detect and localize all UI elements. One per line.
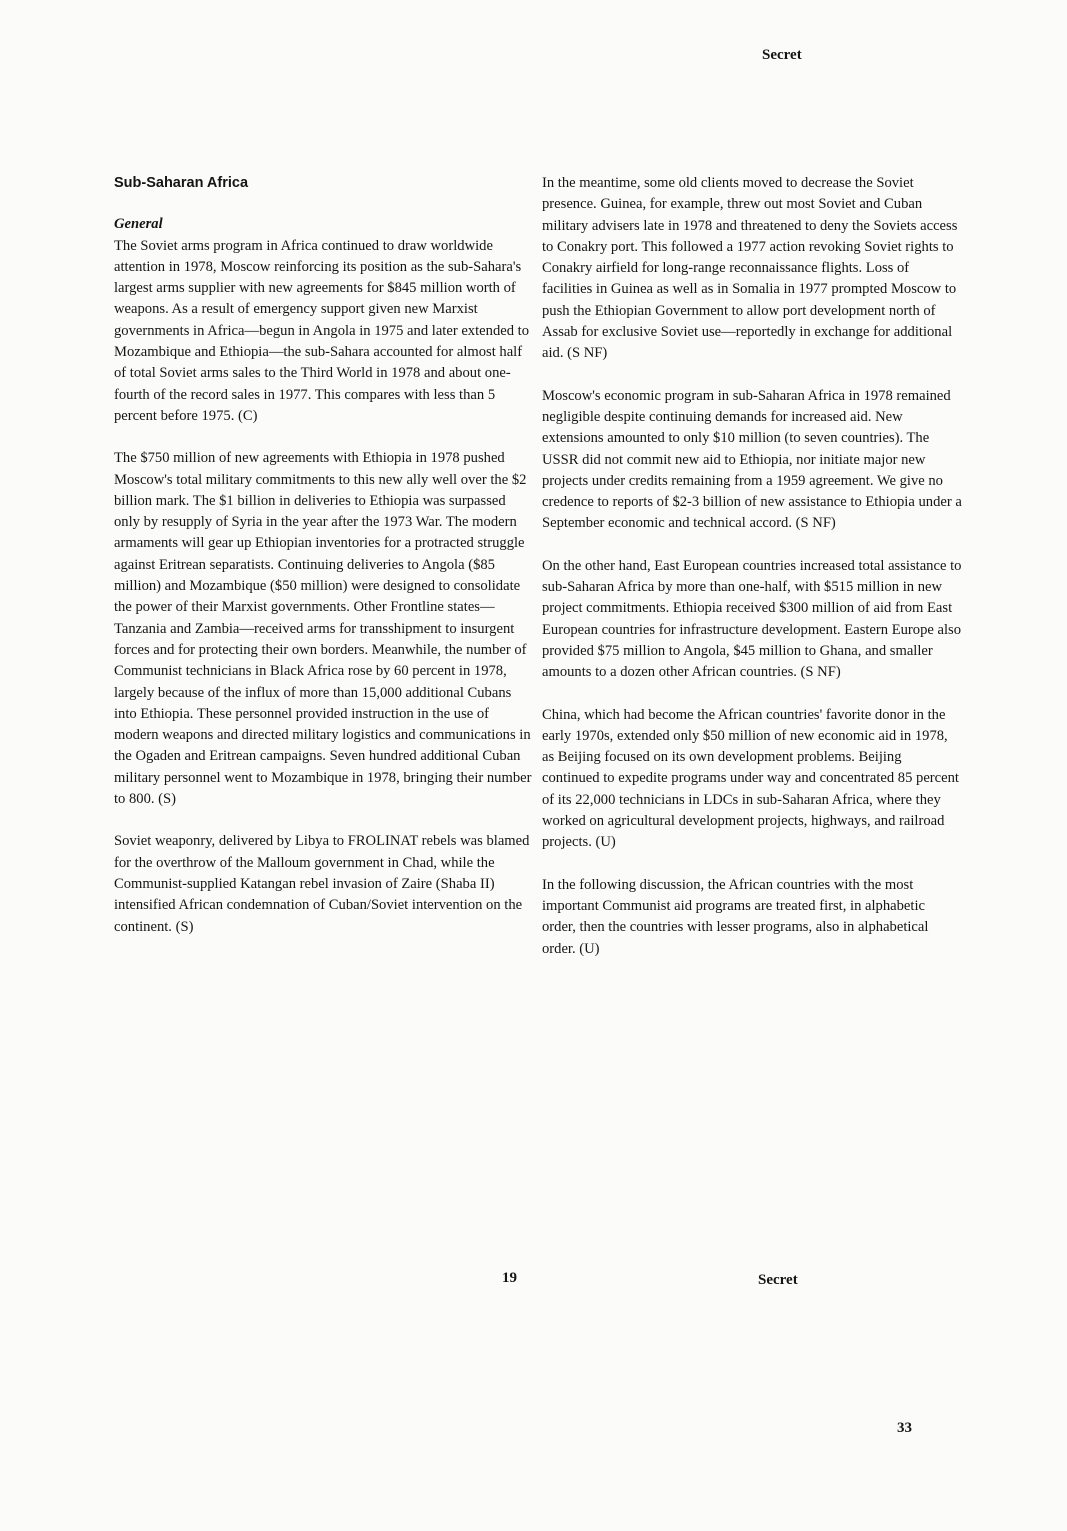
paragraph: On the other hand, East European countries increased total assistance to sub-Saharan Africa by more than one-half, with $515 million in new project commitments. Ethiopia received $300 million of aid from East European countries for infrastructure development. Eastern Europe also provided $75 million to Angola, $45 million to Ghana, and smaller amounts to a dozen other African countries. (S NF) — [542, 557, 962, 681]
footer-classification: Secret — [758, 1272, 798, 1288]
paragraph: Soviet weaponry, delivered by Libya to FROLINAT rebels was blamed for the overthrow of the Malloum government in Chad, while the Communist-supplied Katangan rebel invasion of Zaire (Shaba II) intensified African condemnation of Cuban/Soviet intervention on the continent. (S) — [114, 833, 530, 935]
left-column — [114, 173, 534, 959]
paragraph: In the meantime, some old clients moved to decrease the Soviet presence. Guinea, for example, threw out most Soviet and Cuban military advisers late in 1978 and threatened to deny the Soviets access to Conakry port. This followed a 1977 action revoking Soviet rights to Conakry airfield for long-range reconnaissance flights. Loss of facilities in Guinea as well as in Somalia in 1977 prompted Moscow to push the Ethiopian Government to allow port development north of Assab for exclusive Soviet use—reportedly in exchange for additional aid. (S NF) — [542, 175, 958, 362]
page-number: 19 — [502, 1270, 517, 1286]
document-page-number: 33 — [897, 1420, 912, 1436]
paragraph: In the following discussion, the African countries with the most important Communist aid programs are treated first, in alphabetic order, then the countries with lesser programs, also in alphabetical order. (U) — [542, 876, 929, 957]
right-column — [542, 173, 962, 981]
paragraph: The Soviet arms program in Africa continued to draw worldwide attention in 1978, Moscow reinforcing its position as the sub-Sahara's largest arms supplier with new agreements for $845 million worth of weapons. As a result of emergency support given new Marxist governments in Africa—begun in Angola in 1975 and later extended to Mozambique and Ethiopia—the sub-Sahara accounted for almost half of total Soviet arms sales to the Third World in 1978 and about one-fourth of the record sales in 1977. This compares with less than 5 percent before 1975. (C) — [114, 237, 530, 424]
section-title: Sub-Saharan Africa — [114, 175, 249, 191]
paragraph: Moscow's economic program in sub-Saharan Africa in 1978 remained negligible despite continuing demands for increased aid. New extensions amounted to only $10 million (to seven countries). The USSR did not commit new aid to Ethiopia, nor initiate major new projects under credits remaining from a 1959 agreement. We give no credence to reports of $2-3 billion of new assistance to Ethiopia under a September economic and technical accord. (S NF) — [542, 387, 962, 532]
header-classification: Secret — [762, 47, 802, 63]
subsection-title: General — [114, 216, 163, 233]
paragraph: The $750 million of new agreements with Ethiopia in 1978 pushed Moscow's total military commitments to this new ally well over the $2 billion mark. The $1 billion in deliveries to Ethiopia was surpassed only by resupply of Syria in the year after the 1973 War. The modern armaments will gear up Ethiopian inventories for a protracted struggle against Eritrean separatists. Continuing deliveries to Angola ($85 million) and Mozambique ($50 million) were designed to consolidate the power of their Marxist governments. Other Frontline states—Tanzania and Zambia—received arms for transshipment to insurgent forces and for protecting their own borders. Meanwhile, the number of Communist technicians in Black Africa rose by 60 percent in 1978, largely because of the influx of more than 15,000 additional Cubans into Ethiopia. These personnel provided instruction in the use of modern weapons and directed military logistics and communications in the Ogaden and Eritrean campaigns. Seven hundred additional Cuban military personnel went to Mozambique in 1978, bringing their number to 800. (S) — [114, 450, 532, 808]
paragraph: China, which had become the African countries' favorite donor in the early 1970s, extended only $50 million of new economic aid in 1978, as Beijing focused on its own development problems. Beijing continued to expedite programs under way and concentrated 85 percent of its 22,000 technicians in LDCs in sub-Saharan Africa, where they worked on agricultural development projects, highways, and railroad projects. (U) — [542, 706, 959, 851]
